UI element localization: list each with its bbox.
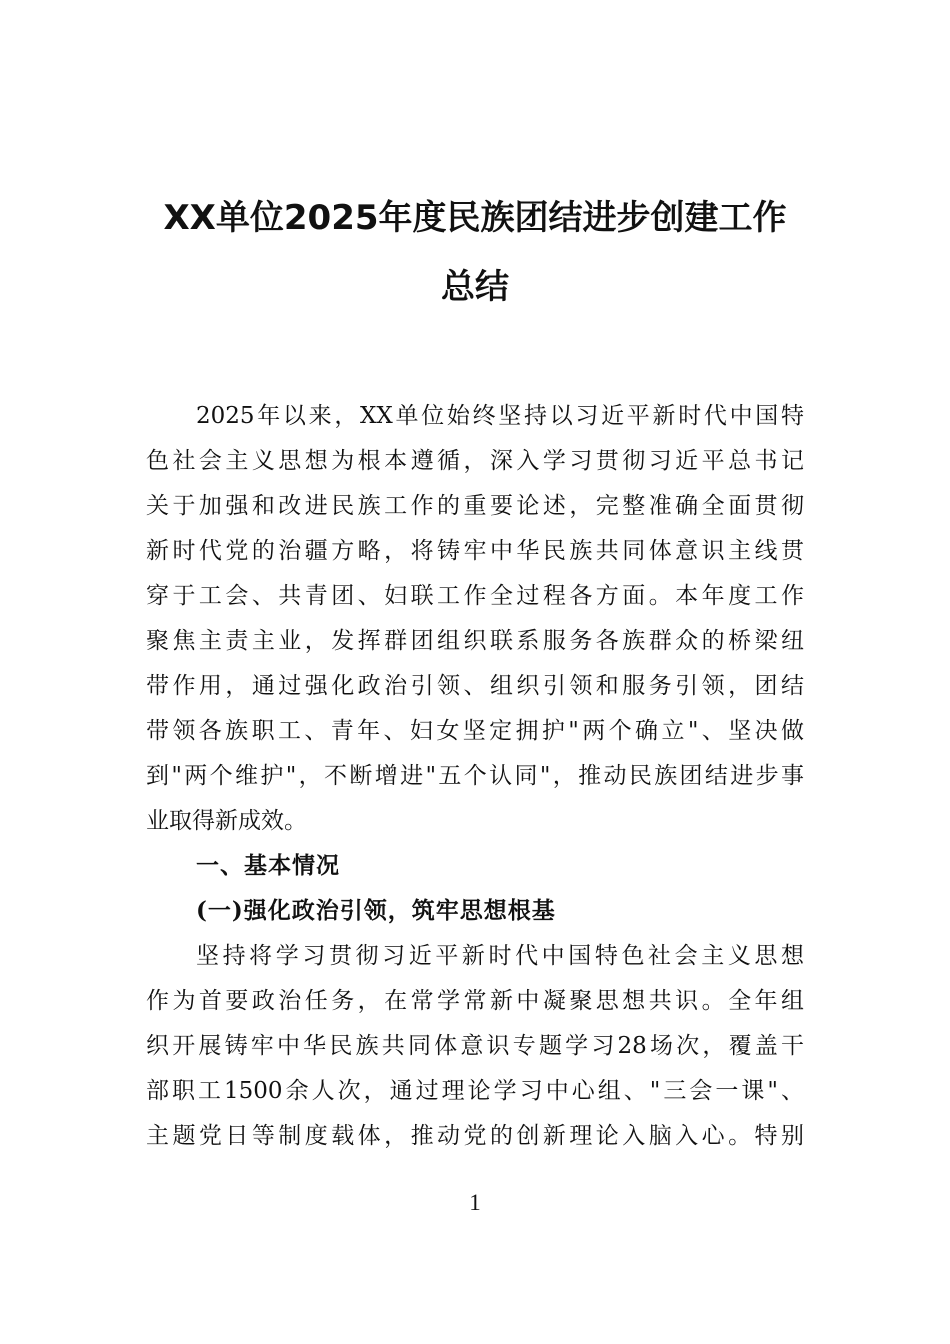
section-heading: 一、基本情况 (196, 853, 340, 879)
paragraph-1-line: 带领各族职工、青年、妇女坚定拥护"两个确立"、坚决做 (146, 718, 804, 744)
paragraph-1-line: 穿于工会、共青团、妇联工作全过程各方面。本年度工作 (146, 583, 804, 609)
paragraph-2-line: 主题党日等制度载体，推动党的创新理论入脑入心。特别 (146, 1123, 804, 1149)
paragraph-1-line: 到"两个维护"，不断增进"五个认同"，推动民族团结进步事 (146, 763, 804, 789)
paragraph-1-line: 色社会主义思想为根本遵循，深入学习贯彻习近平总书记 (146, 448, 804, 474)
page-number: 1 (469, 1190, 481, 1215)
paragraph-2-line: 织开展铸牢中华民族共同体意识专题学习28场次，覆盖干 (146, 1033, 804, 1059)
document-title-line-1: XX单位2025年度民族团结进步创建工作 (163, 198, 787, 238)
paragraph-2-line: 部职工1500余人次，通过理论学习中心组、"三会一课"、 (146, 1078, 804, 1104)
paragraph-1-line: 业取得新成效。 (146, 808, 307, 834)
paragraph-2-line: 作为首要政治任务，在常学常新中凝聚思想共识。全年组 (146, 988, 804, 1014)
paragraph-1-line: 带作用，通过强化政治引领、组织引领和服务引领，团结 (146, 673, 804, 699)
subsection-heading: (一)强化政治引领，筑牢思想根基 (196, 897, 556, 924)
paragraph-1-line: 聚焦主责主业，发挥群团组织联系服务各族群众的桥梁纽 (146, 628, 804, 654)
paragraph-2-line: 坚持将学习贯彻习近平新时代中国特色社会主义思想 (196, 943, 804, 969)
paragraph-1-line: 2025年以来，XX单位始终坚持以习近平新时代中国特 (196, 403, 804, 429)
document-title-line-2: 总结 (441, 267, 509, 307)
paragraph-1-line: 关于加强和改进民族工作的重要论述，完整准确全面贯彻 (146, 493, 804, 519)
paragraph-1-line: 新时代党的治疆方略，将铸牢中华民族共同体意识主线贯 (146, 538, 804, 564)
